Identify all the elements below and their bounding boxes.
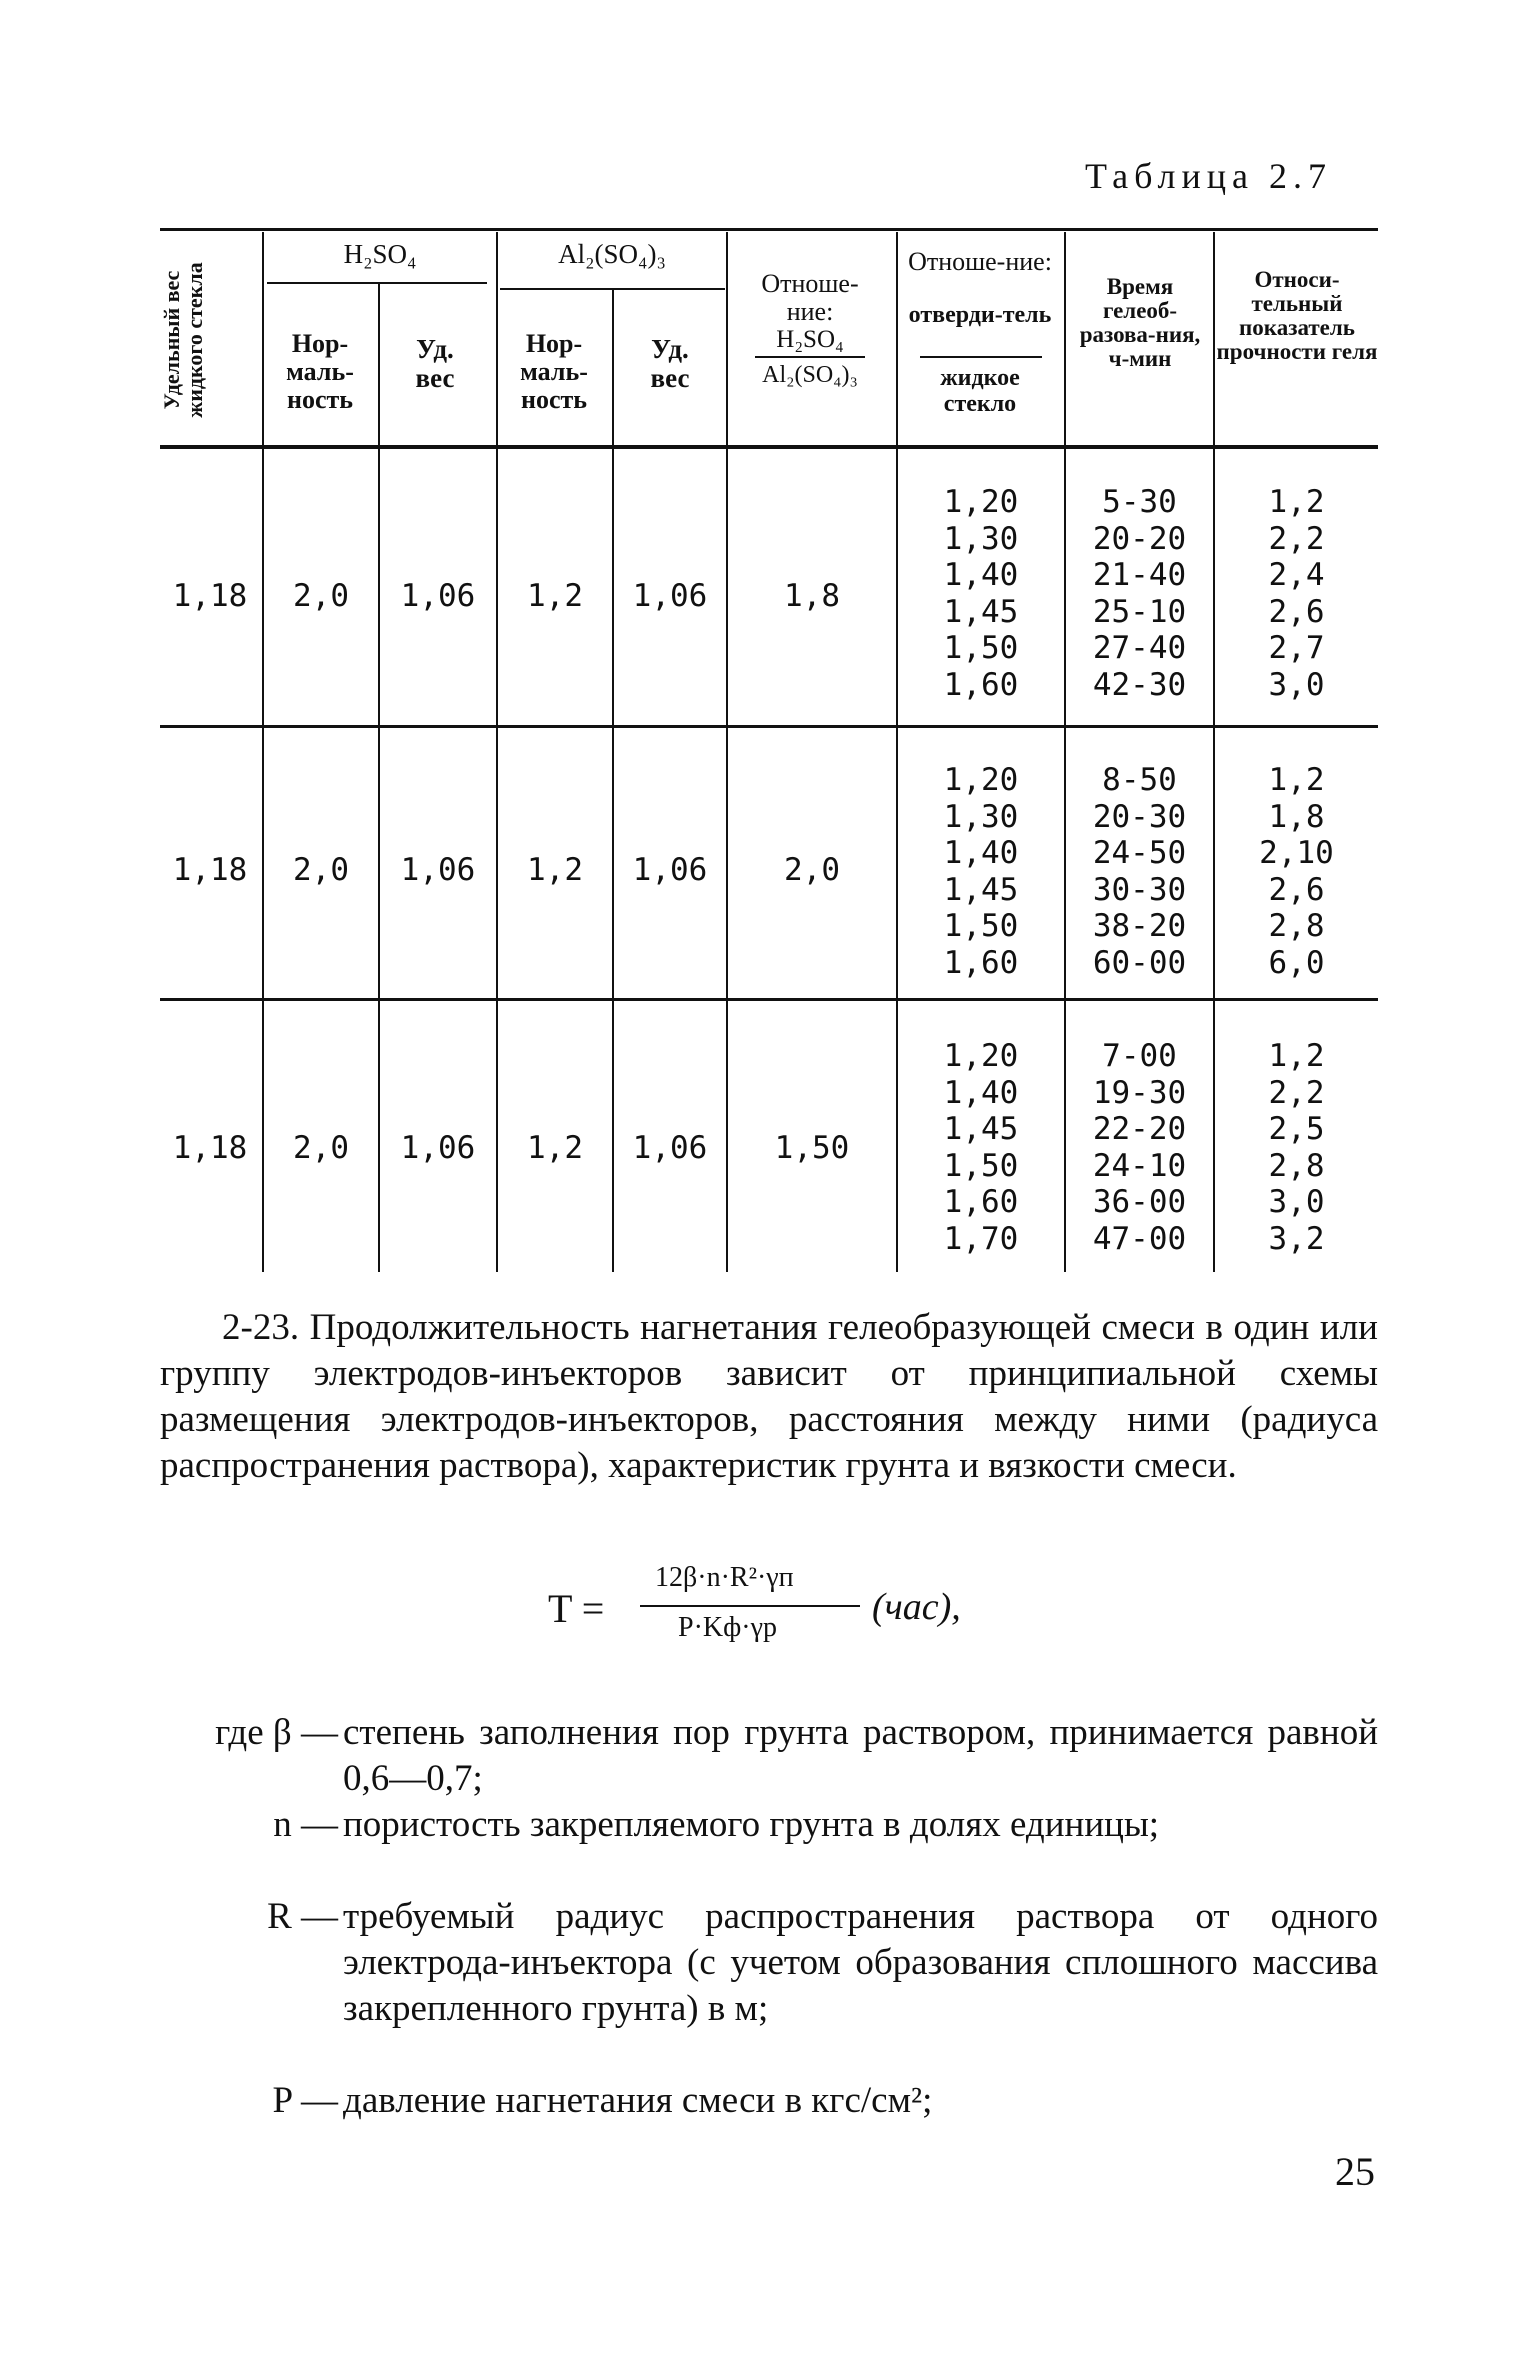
value-gel-time: 24-50 bbox=[1092, 835, 1187, 871]
value-gel-time: 19-30 bbox=[1092, 1074, 1187, 1111]
cell-specific-weight: 1,18 bbox=[172, 578, 248, 614]
header-h2so4-weight: Уд. вес bbox=[415, 334, 455, 393]
definition-text: пористость закрепляемого грунта в долях единицы; bbox=[343, 1804, 1160, 1845]
header-acid-ratio-fraction-bar bbox=[755, 356, 865, 358]
table-header-bottom-rule bbox=[160, 445, 1378, 449]
cell-al-weight: 1,06 bbox=[632, 578, 708, 614]
value-gel-time: 21-40 bbox=[1092, 557, 1187, 593]
value-hardener-ratio: 1,60 bbox=[943, 666, 1019, 703]
cell-al-normality: 1,2 bbox=[527, 578, 583, 614]
value-gel-time: 42-30 bbox=[1092, 666, 1187, 703]
header-hardener-ratio-denominator: жидкое стекло bbox=[940, 365, 1020, 417]
value-hardener-ratio: 1,50 bbox=[943, 1147, 1019, 1184]
cell-specific-weight: 1,18 bbox=[172, 1130, 248, 1166]
value-strength: 2,7 bbox=[1268, 630, 1325, 666]
header-acid-ratio-numerator: H₂SO₄ bbox=[776, 326, 844, 353]
header-strength: Относи-тельный показатель прочности геля bbox=[1216, 267, 1378, 364]
value-hardener-ratio: 1,40 bbox=[943, 557, 1019, 593]
cell-hardener-ratios bbox=[898, 484, 1064, 703]
value-hardener-ratio: 1,60 bbox=[943, 1184, 1019, 1220]
page-number: 25 bbox=[1335, 2149, 1375, 2194]
value-hardener-ratio: 1,50 bbox=[943, 908, 1019, 944]
header-h2so4-normality: Нор-маль-ность bbox=[286, 329, 354, 414]
cell-h2so4-weight: 1,06 bbox=[400, 1130, 476, 1166]
cell-al-weight: 1,06 bbox=[632, 852, 708, 888]
cell-hardener-ratios bbox=[898, 1038, 1064, 1257]
value-gel-time: 7-00 bbox=[1102, 1038, 1177, 1074]
cell-h2so4-normality: 2,0 bbox=[293, 578, 349, 614]
value-gel-time: 25-10 bbox=[1092, 593, 1187, 630]
table-caption: Таблица 2.7 bbox=[1085, 156, 1332, 196]
header-al-weight: Уд. вес bbox=[650, 334, 690, 393]
definition-symbol: R — bbox=[267, 1896, 338, 1937]
header-specific-weight: Удельный вес жидкого стекла bbox=[159, 262, 207, 418]
value-hardener-ratio: 1,60 bbox=[943, 944, 1019, 981]
cell-strengths bbox=[1215, 1038, 1378, 1257]
formula-lhs: T = bbox=[548, 1586, 605, 1631]
cell-al-weight: 1,06 bbox=[632, 1130, 708, 1166]
formula-unit: (час), bbox=[872, 1586, 961, 1628]
value-hardener-ratio: 1,20 bbox=[943, 1038, 1019, 1074]
table-col-rule bbox=[726, 232, 728, 1272]
cell-acid-ratio: 2,0 bbox=[784, 852, 840, 888]
value-strength: 3,0 bbox=[1268, 1184, 1325, 1220]
value-hardener-ratio: 1,40 bbox=[943, 835, 1019, 871]
table-block1-rule bbox=[160, 725, 1378, 728]
cell-al-normality: 1,2 bbox=[527, 852, 583, 888]
value-gel-time: 8-50 bbox=[1102, 762, 1177, 798]
value-gel-time: 20-30 bbox=[1092, 798, 1187, 835]
table-block2-rule bbox=[160, 998, 1378, 1001]
value-gel-time: 24-10 bbox=[1092, 1147, 1187, 1184]
header-al2so4: Al₂(SO₄)₃ bbox=[558, 239, 666, 269]
value-hardener-ratio: 1,40 bbox=[943, 1074, 1019, 1111]
header-hardener-ratio-numerator: отверди-тель bbox=[908, 302, 1052, 328]
header-acid-ratio-denominator: Al₂(SO₄)₃ bbox=[762, 362, 858, 388]
cell-gel-times bbox=[1066, 1038, 1213, 1257]
value-hardener-ratio: 1,20 bbox=[943, 484, 1019, 520]
value-hardener-ratio: 1,45 bbox=[943, 871, 1019, 908]
table-col-rule bbox=[262, 232, 264, 1272]
definition-text: давление нагнетания смеси в кгс/см²; bbox=[343, 2080, 933, 2121]
value-strength: 2,4 bbox=[1268, 557, 1325, 593]
cell-h2so4-normality: 2,0 bbox=[293, 852, 349, 888]
definition-symbol: P — bbox=[272, 2080, 338, 2121]
table-top-rule bbox=[160, 228, 1378, 231]
cell-h2so4-weight: 1,06 bbox=[400, 852, 476, 888]
value-gel-time: 20-20 bbox=[1092, 520, 1187, 557]
definition-text: требуемый радиус распространения раствора от одного электрода-инъектора (с учетом образования сплошного массива закрепленного грунта) в м; bbox=[343, 1896, 1378, 2029]
cell-acid-ratio: 1,50 bbox=[774, 1130, 850, 1166]
table-col-rule bbox=[496, 232, 498, 1272]
value-hardener-ratio: 1,30 bbox=[943, 520, 1019, 557]
header-hardener-ratio-fraction-bar bbox=[920, 356, 1042, 358]
value-strength: 1,2 bbox=[1268, 1038, 1325, 1074]
cell-strengths bbox=[1215, 484, 1378, 703]
formula-numerator: 12β·n·R²·γп bbox=[655, 1562, 794, 1593]
value-gel-time: 36-00 bbox=[1092, 1184, 1187, 1220]
value-strength: 3,2 bbox=[1268, 1220, 1325, 1257]
value-strength: 2,5 bbox=[1268, 1111, 1325, 1147]
value-strength: 2,10 bbox=[1259, 835, 1334, 871]
definition-text: степень заполнения пор грунта раствором, принимается равной 0,6—0,7; bbox=[343, 1712, 1378, 1799]
header-hardener-ratio-top: Отноше-ние: bbox=[908, 247, 1052, 276]
value-strength: 3,0 bbox=[1268, 666, 1325, 703]
cell-al-normality: 1,2 bbox=[527, 1130, 583, 1166]
value-strength: 6,0 bbox=[1268, 944, 1325, 981]
value-gel-time: 27-40 bbox=[1092, 630, 1187, 666]
value-strength: 2,2 bbox=[1268, 520, 1325, 557]
value-gel-time: 5-30 bbox=[1102, 484, 1177, 520]
value-hardener-ratio: 1,45 bbox=[943, 1111, 1019, 1147]
value-strength: 1,2 bbox=[1268, 762, 1325, 798]
value-strength: 2,6 bbox=[1268, 871, 1325, 908]
value-hardener-ratio: 1,45 bbox=[943, 593, 1019, 630]
cell-h2so4-weight: 1,06 bbox=[400, 578, 476, 614]
table-col-rule bbox=[612, 290, 614, 1272]
formula-fraction-bar bbox=[640, 1605, 860, 1607]
cell-strengths bbox=[1215, 762, 1378, 981]
value-strength: 2,8 bbox=[1268, 1147, 1325, 1184]
value-strength: 2,2 bbox=[1268, 1074, 1325, 1111]
value-gel-time: 47-00 bbox=[1092, 1220, 1187, 1257]
body-paragraph: 2-23. Продолжительность нагнетания гелеобразующей смеси в один или группу электродов-инъекторов зависит от принципиальной схемы размещения электродов-инъекторов, расстояния между ними (радиуса распространения раствора), характеристик грунта и вязкости смеси. bbox=[160, 1307, 1378, 1486]
value-gel-time: 22-20 bbox=[1092, 1111, 1187, 1147]
formula-denominator: P·Kф·γр bbox=[678, 1612, 777, 1643]
value-gel-time: 60-00 bbox=[1092, 944, 1187, 981]
cell-gel-times bbox=[1066, 484, 1213, 703]
value-gel-time: 38-20 bbox=[1092, 908, 1187, 944]
cell-hardener-ratios bbox=[898, 762, 1064, 981]
value-strength: 1,8 bbox=[1268, 798, 1325, 835]
value-hardener-ratio: 1,70 bbox=[943, 1220, 1019, 1257]
definition-symbol: n — bbox=[273, 1804, 338, 1845]
value-hardener-ratio: 1,30 bbox=[943, 798, 1019, 835]
definition-symbol: где β — bbox=[215, 1712, 338, 1753]
value-strength: 2,8 bbox=[1268, 908, 1325, 944]
value-hardener-ratio: 1,50 bbox=[943, 630, 1019, 666]
table-col-rule bbox=[378, 284, 380, 1272]
cell-specific-weight: 1,18 bbox=[172, 852, 248, 888]
header-acid-ratio-top: Отноше-ние: bbox=[761, 269, 859, 326]
value-gel-time: 30-30 bbox=[1092, 871, 1187, 908]
value-hardener-ratio: 1,20 bbox=[943, 762, 1019, 798]
header-h2so4: H₂SO₄ bbox=[343, 239, 417, 269]
cell-gel-times bbox=[1066, 762, 1213, 981]
cell-acid-ratio: 1,8 bbox=[784, 578, 840, 614]
value-strength: 1,2 bbox=[1268, 484, 1325, 520]
header-al-normality: Нор-маль-ность bbox=[520, 329, 588, 414]
header-gel-time: Время гелеоб-разова-ния, ч-мин bbox=[1079, 274, 1201, 371]
table-h2so4-group-rule bbox=[267, 282, 487, 284]
value-strength: 2,6 bbox=[1268, 593, 1325, 630]
cell-h2so4-normality: 2,0 bbox=[293, 1130, 349, 1166]
